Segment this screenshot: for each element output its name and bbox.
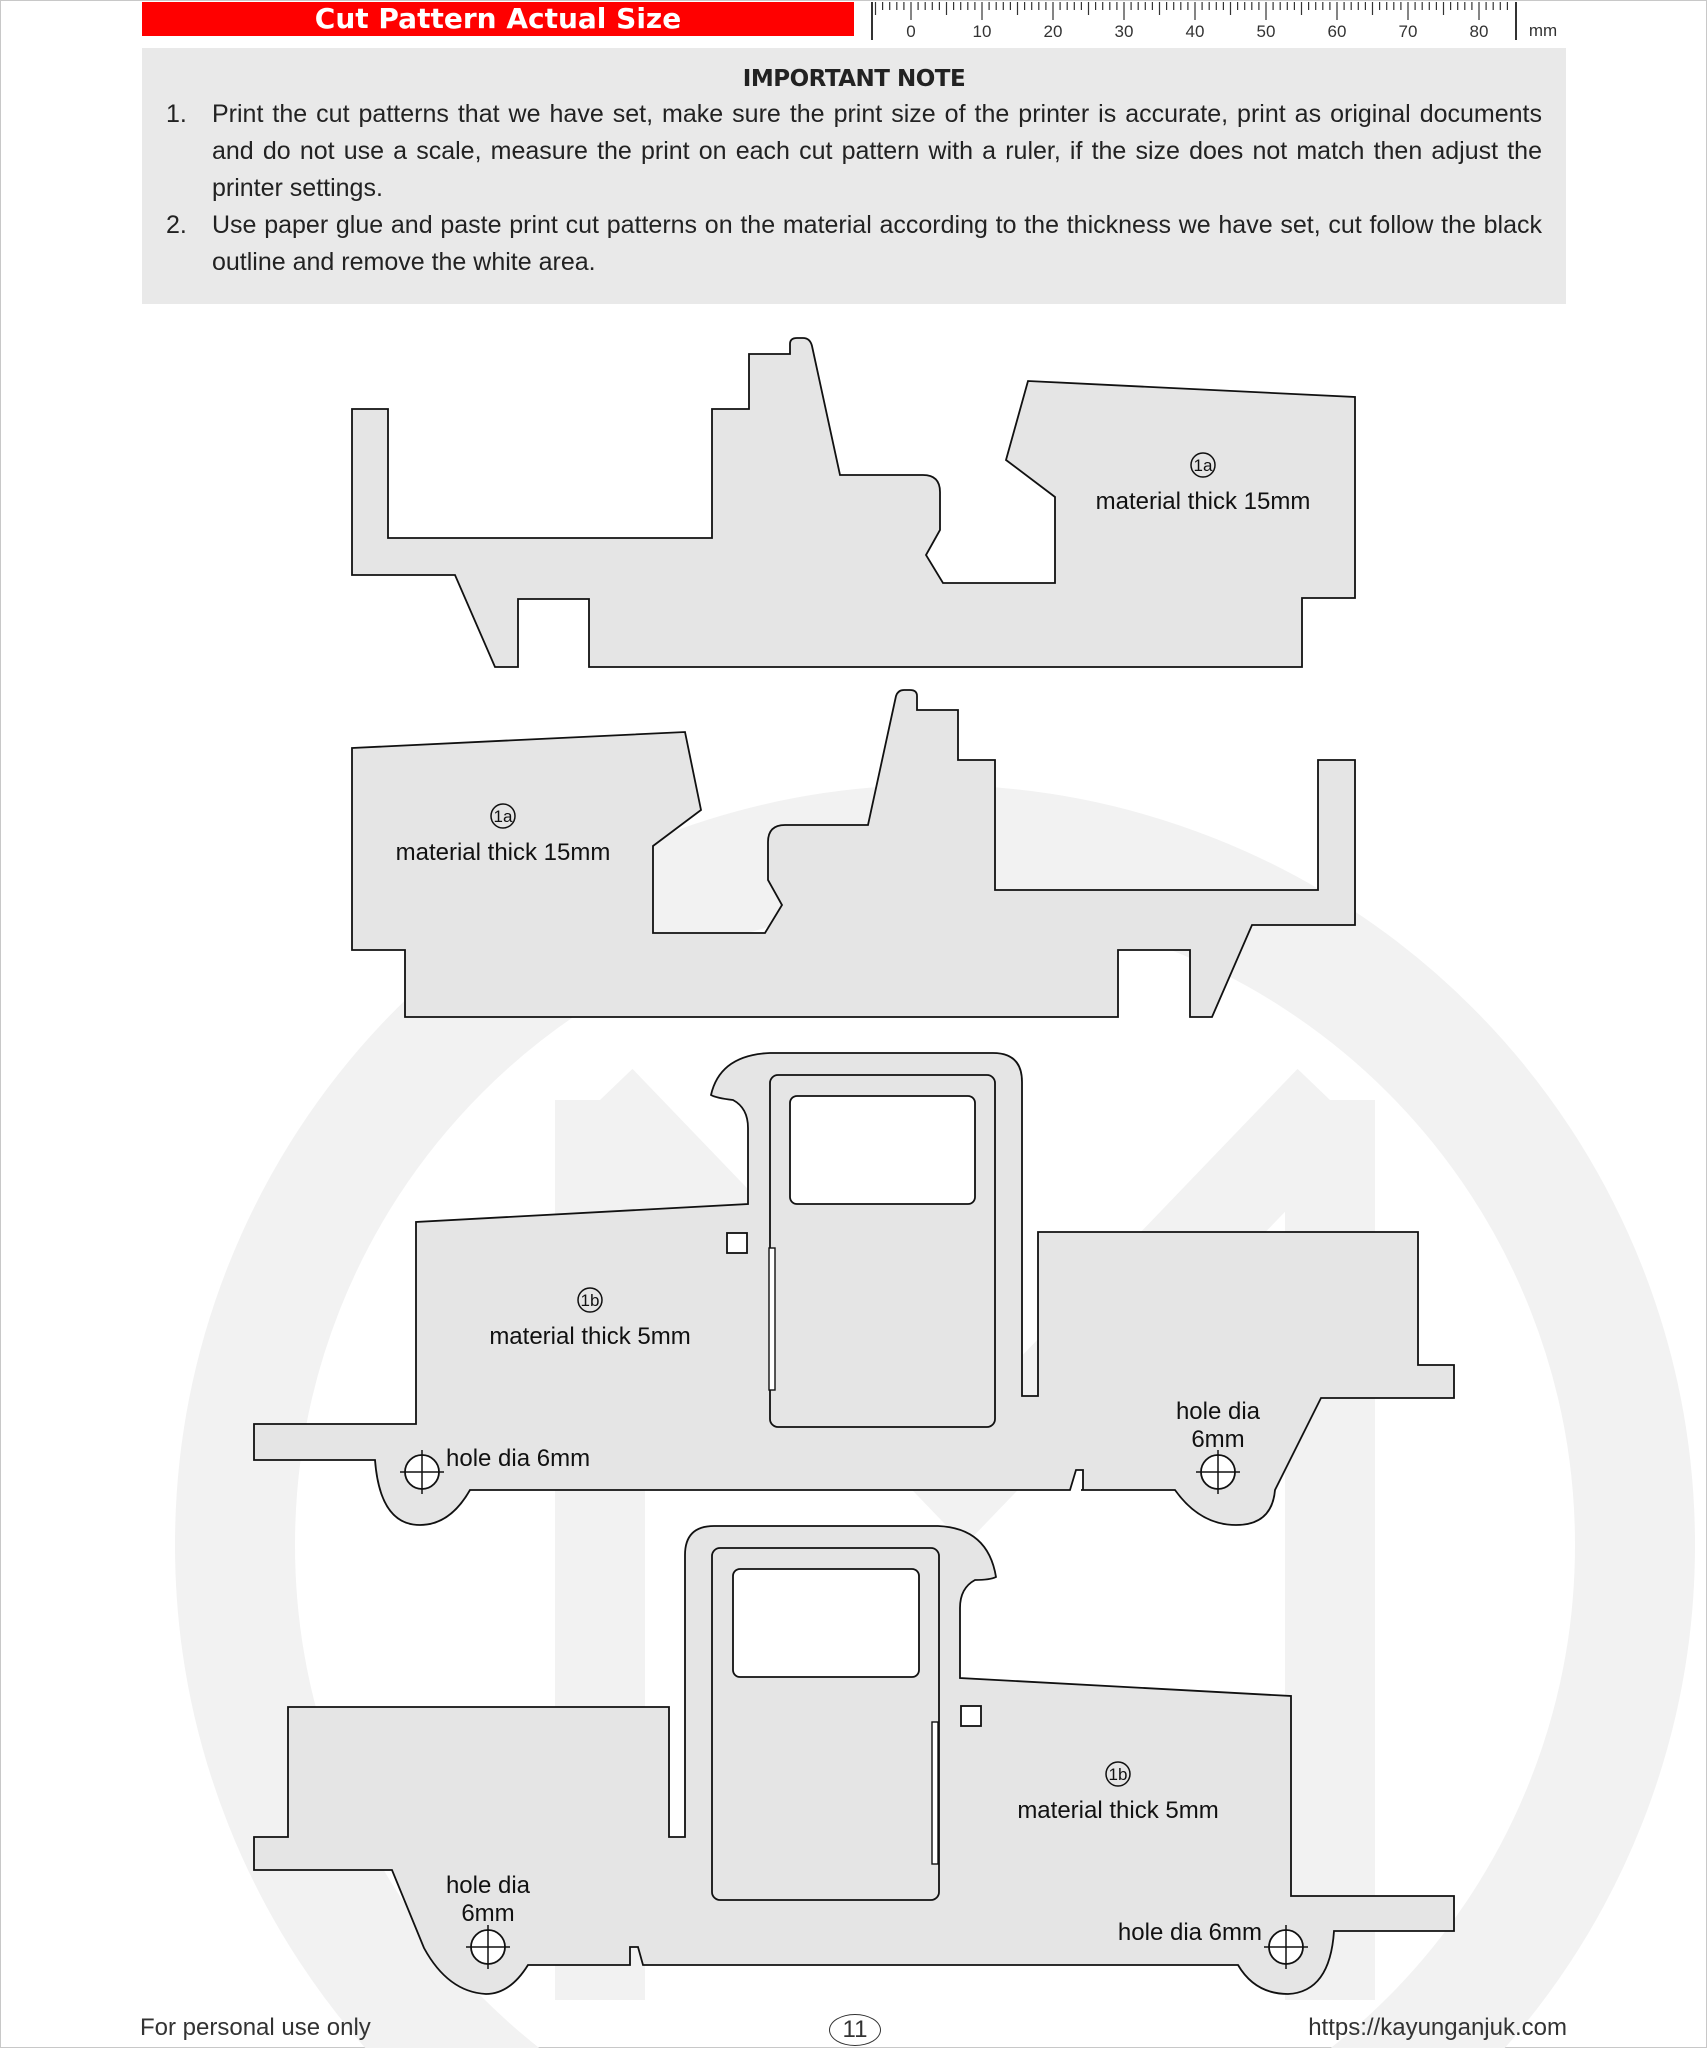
hole-label: hole dia [1175,1398,1261,1425]
material-label: material thick 15mm [395,839,611,866]
slot-cutout [932,1722,938,1864]
pattern-1a-top [352,338,1355,667]
part-tag: 1a [493,807,513,826]
ruler-label: 50 [1256,22,1276,41]
footer-url: https://kayunganjuk.com [1308,2014,1567,2041]
page-number: 11 [829,2014,881,2046]
material-label: material thick 5mm [489,1323,691,1350]
ruler-label: 30 [1114,22,1134,41]
part-tag: 1b [1108,1765,1128,1784]
page-title: Cut Pattern Actual Size [142,2,854,36]
hole-label: 6mm [461,1900,515,1927]
pattern-1b-bottom [254,1526,1454,1994]
note-text: Use paper glue and paste print cut patterns on the material according to the thickness we have set, cut follow the black outline and remove the white area. [212,211,1542,276]
material-label: material thick 5mm [1017,1797,1219,1824]
ruler-label: 80 [1469,22,1489,41]
slot-cutout [769,1248,775,1390]
ruler-label: 70 [1398,22,1418,41]
ruler-label: 0 [906,22,916,41]
square-cutout [961,1706,981,1726]
note-number: 1. [166,100,187,128]
pattern-1b-top [254,1053,1454,1525]
window-cutout [733,1569,919,1677]
part-tag: 1b [580,1291,600,1310]
window-cutout [790,1096,975,1204]
ruler-label: 10 [972,22,992,41]
hole-label: 6mm [1191,1426,1245,1453]
ruler-unit: mm [1528,21,1558,40]
part-tag: 1a [1193,456,1213,475]
hole-label: hole dia [445,1872,531,1899]
hole-label: hole dia 6mm [1117,1919,1262,1946]
note-text: Print the cut patterns that we have set, make sure the print size of the printer is accurate, print as original documents and do not use a scale, measure the print on each cut pattern with a ruler, if the size does not match then adjust the printer settings. [212,100,1542,202]
note-number: 2. [166,211,187,239]
ruler-label: 20 [1043,22,1063,41]
ruler-label: 60 [1327,22,1347,41]
hole-label: hole dia 6mm [446,1445,591,1472]
square-cutout [727,1233,747,1253]
note-heading: IMPORTANT NOTE [742,66,966,92]
footer-left: For personal use only [140,2014,371,2041]
ruler-label: 40 [1185,22,1205,41]
material-label: material thick 15mm [1095,488,1311,515]
pattern-1a-bottom [352,690,1355,1017]
